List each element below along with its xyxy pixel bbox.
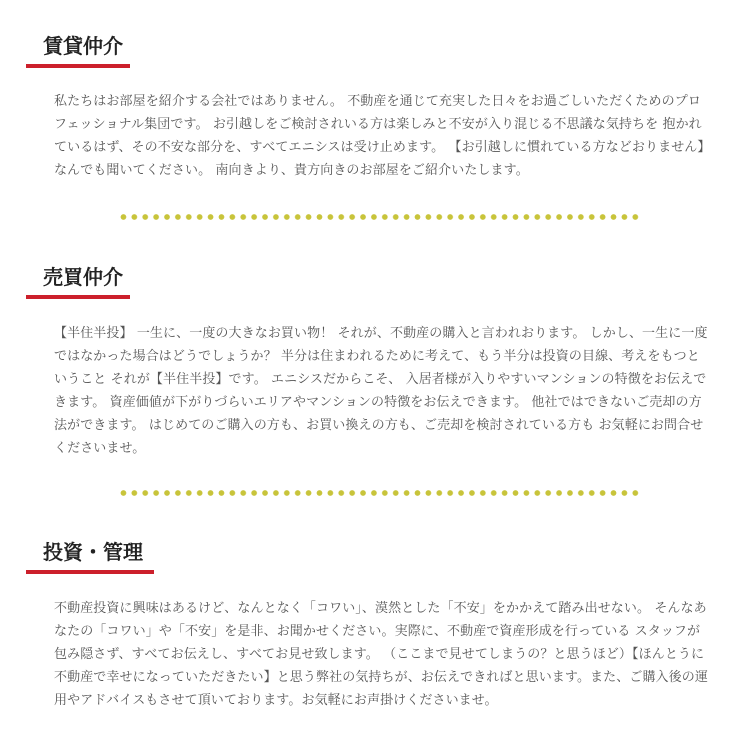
heading-underline — [26, 295, 130, 299]
heading-underline — [26, 64, 130, 68]
section-heading-rental — [26, 34, 130, 68]
section-heading-sales — [26, 265, 130, 299]
heading-title: 投資・管理 — [43, 540, 143, 564]
heading-title: 売買仲介 — [43, 265, 123, 289]
section-heading-investment — [26, 540, 154, 574]
dotted-divider — [118, 490, 642, 496]
heading-underline — [26, 570, 154, 574]
section-body-sales: 【半住半投】 一生に、一度の大きなお買い物！ それが、不動産の購入と言われおります。 しかし、一生に一度ではなかった場合はどうでしょうか？ 半分は住まわれるために考えて、もう半分は投資の目線、考えをもつということ それが【半住半投】です。 エニシスだからこそ、 入居者様が入りやすいマンションの特徴をお伝えできます。 資産価値が下がりづらいエリアやマンションの特徴をお伝えできます。 他社ではできないご売却の方法ができます。 はじめてのご購入の方も、お買い換えの方も、ご売却を検討されている方も お気軽にお問合せくださいませ。 — [54, 326, 708, 456]
dotted-divider — [118, 214, 642, 220]
section-body-rental: 私たちはお部屋を紹介する会社ではありません。 不動産を通じて充実した日々をお過ごしいただくためのプロフェッショナル集団です。 お引越しをご検討されいる方は楽しみと不安が入り混じる不思議な気持ちを 抱かれているはず、その不安な部分を、すべてエニシスは受け止めます。 【お引越しに慣れている方などおりません】なんでも聞いてください。 南向きより、貴方向きのお部屋をご紹介いたします。 — [54, 94, 705, 178]
heading-title: 賃貸仲介 — [43, 34, 123, 58]
section-body-investment: 不動産投資に興味はあるけど、なんとなく「コワい」、漠然とした「不安」をかかえて踏み出せない。 そんなあなたの「コワい」や「不安」を是非、お聞かせください。実際に、不動産で資産形成を行っている スタッフが包み隠さず、すべてお伝えし、すべてお見せ致します。 （ここまで見せてしまうの？と思うほど）【ほんとうに不動産で幸せになっていただきたい】と思う弊社の気持ちが、お伝えできればと思います。また、ご購入後の運用やアドバイスもさせて頂いております。お気軽にお声掛けくださいませ。 — [54, 601, 708, 708]
